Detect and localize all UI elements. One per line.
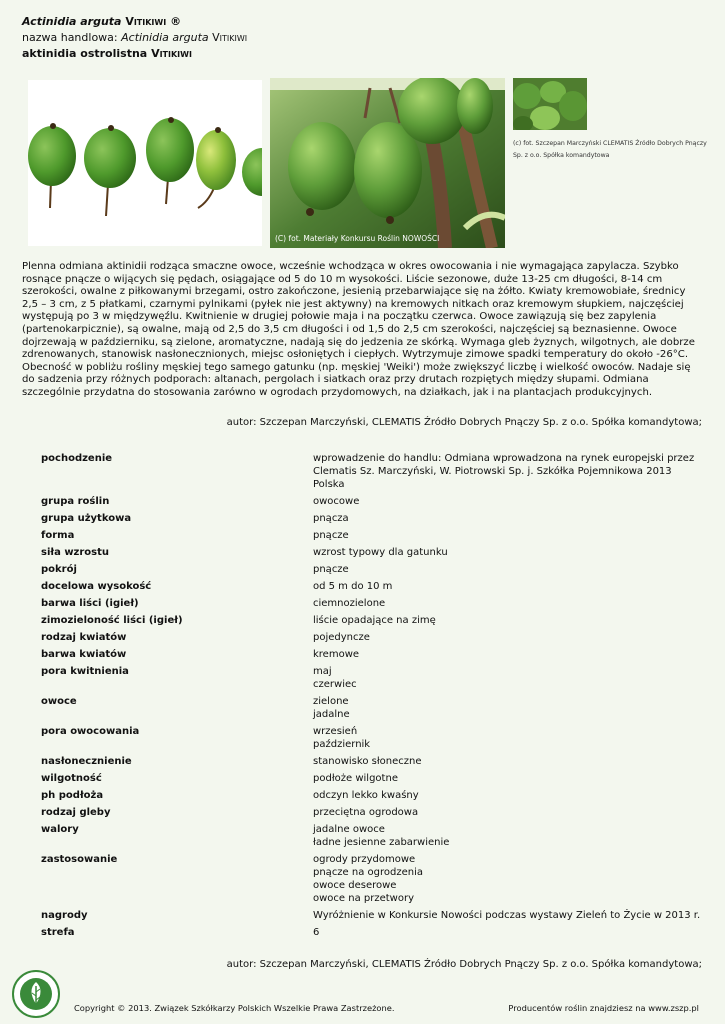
property-row: [41, 452, 706, 491]
property-value: wprowadzenie do handlu: Odmiana wprowadzona na rynek europejski przez Clematis Sz. Marczyński, W. Piotrowski Sp. j. Szkółka Pojemnikowa 2013: [313, 453, 695, 477]
property-row: [41, 772, 706, 785]
property-value: pnącze na ogrodzenia: [313, 867, 424, 878]
property-row: [41, 853, 706, 905]
property-value: pnącze: [313, 564, 349, 575]
property-value: wzrost typowy dla gatunku: [313, 547, 448, 558]
property-value: ładne jesienne zabarwienie: [313, 837, 450, 848]
property-row: [41, 512, 706, 525]
property-value: pnącza: [313, 513, 349, 524]
property-label: ph podłoża: [41, 790, 104, 801]
fruit-2: [84, 125, 136, 216]
property-label: docelowa wysokość: [41, 581, 152, 592]
property-value: przeciętna ogrodowa: [313, 807, 419, 818]
property-label: barwa liści (igieł): [41, 598, 139, 609]
property-values: [313, 853, 706, 905]
property-values: [313, 648, 706, 661]
property-value: maj: [313, 666, 332, 677]
property-label: barwa kwiatów: [41, 649, 127, 660]
property-value: ogrody przydomowe: [313, 854, 416, 865]
property-row: [41, 806, 706, 819]
property-value: Wyróżnienie w Konkursie Nowości podczas wystawy Zieleń to Życie w 2013 r.: [313, 910, 701, 921]
property-value: październik: [313, 739, 371, 750]
trade-cultivar: Vitikiwi: [212, 31, 248, 44]
property-row: [41, 695, 706, 721]
property-value: pojedyncze: [313, 632, 370, 643]
trade-name-prefix: nazwa handlowa:: [22, 31, 122, 44]
property-row: [41, 909, 706, 922]
property-value: zielone: [313, 696, 349, 707]
producers-link[interactable]: Producentów roślin znajdziesz na www.zszp.pl: [508, 1003, 699, 1013]
property-values: [313, 823, 706, 849]
property-value: pnącze: [313, 530, 349, 541]
property-value: stanowisko słoneczne: [313, 756, 422, 767]
property-values: [313, 695, 706, 721]
property-label: wilgotność: [41, 773, 102, 784]
property-values: [313, 597, 706, 610]
property-values: [313, 909, 706, 922]
author-credit-bottom: autor: Szczepan Marczyński, CLEMATIS Źródło Dobrych Pnączy Sp. z o.o. Spółka komandytowa;: [226, 959, 702, 970]
property-label: pora kwitnienia: [41, 666, 129, 677]
property-label: rodzaj gleby: [41, 807, 111, 818]
property-value: jadalne owoce: [313, 824, 385, 835]
property-label: owoce: [41, 696, 77, 707]
property-values: [313, 546, 706, 559]
property-values: [313, 495, 706, 508]
property-row: [41, 597, 706, 610]
property-value: podłoże wilgotne: [313, 773, 398, 784]
trade-latin-name: Actinidia arguta: [121, 31, 209, 44]
property-label: walory: [41, 824, 79, 835]
property-row: [41, 789, 706, 802]
property-value: jadalne: [313, 709, 350, 720]
property-value: liście opadające na zimę: [313, 615, 436, 626]
property-value: owocowe: [313, 496, 360, 507]
property-row: [41, 648, 706, 661]
property-value: owoce na przetwory: [313, 893, 414, 904]
property-row: [41, 665, 706, 691]
trade-name-line: [22, 30, 247, 46]
property-label: grupa roślin: [41, 496, 110, 507]
property-values: [313, 512, 706, 525]
property-value: 6: [313, 927, 320, 938]
photo-fruits-row: [28, 80, 262, 246]
properties-table: [41, 452, 706, 943]
property-label: pokrój: [41, 564, 77, 575]
registered-mark: ®: [170, 15, 182, 28]
photo-fruits-on-vine: [270, 78, 505, 248]
copyright: Copyright © 2013. Związek Szkółkarzy Polskich Wszelkie Prawa Zastrzeżone.: [74, 1003, 395, 1013]
footer: [0, 996, 725, 1024]
fruit-4: [196, 127, 236, 208]
property-values: [313, 755, 706, 768]
property-row: [41, 725, 706, 751]
property-value: wrzesień: [313, 726, 358, 737]
property-row: [41, 546, 706, 559]
property-label: pochodzenie: [41, 453, 113, 464]
polish-cultivar: Vitikiwi: [151, 47, 192, 60]
polish-name: aktinidia ostrolistna: [22, 47, 148, 60]
property-value: owoce deserowe: [313, 880, 397, 891]
photo-thumbnail: [513, 78, 587, 130]
property-label: forma: [41, 530, 75, 541]
property-label: zastosowanie: [41, 854, 118, 865]
property-row: [41, 580, 706, 593]
property-row: [41, 614, 706, 627]
property-label: siła wzrostu: [41, 547, 110, 558]
author-credit-top: autor: Szczepan Marczyński, CLEMATIS Źródło Dobrych Pnączy Sp. z o.o. Spółka komandytowa;: [226, 417, 702, 428]
property-row: [41, 495, 706, 508]
property-values: [313, 529, 706, 542]
photo-credit-overlay: (C) fot. Materiały Konkursu Roślin NOWOŚCI: [275, 234, 440, 243]
property-values: [313, 772, 706, 785]
property-values: [313, 789, 706, 802]
property-value: ciemnozielone: [313, 598, 386, 609]
property-values: [313, 725, 706, 751]
property-values: [313, 563, 706, 576]
photo-credit: (c) fot. Szczepan Marczyński CLEMATIS Źródło Dobrych Pnączy Sp. z o.o. Spółka komandytowa: [513, 140, 707, 159]
property-label: zimozieloność liści (igieł): [41, 615, 183, 626]
property-value: od 5 m do 10 m: [313, 581, 393, 592]
property-row: [41, 529, 706, 542]
polish-name-line: [22, 46, 247, 62]
property-row: [41, 631, 706, 644]
property-label: grupa użytkowa: [41, 513, 132, 524]
property-label: rodzaj kwiatów: [41, 632, 127, 643]
zszp-logo: [12, 970, 60, 1018]
property-values: [313, 665, 706, 691]
property-value: odczyn lekko kwaśny: [313, 790, 419, 801]
property-values: [313, 631, 706, 644]
property-values: [313, 614, 706, 627]
fruit-5-partial: [242, 148, 262, 196]
description: Plenna odmiana aktinidii rodząca smaczne owoce, wcześnie wchodząca w okres owocowania i nie wymagająca zapylacza. Szybko rosnące pnącze o wijących się pędach, osiągające od 5 do 10 m wysokości. Liście sezonowe, duże 13-25 cm długości, 8-14 cm szerokości, owalne z piłkowanymi brzegami, ostro zakończone, jesienią przebarwiające się na żółto. Kwiaty kremowobiałe, średnicy 2,5 – 3 cm, z 5 płatkami, czarnymi pylnikami (pyłek nie jest aktywny) na kremowych nitkach oraz kremowym słupkiem, najczęściej występują po 3 w międzywęźlu. Kwitnienie w drugiej połowie maja i na początku czerwca. Owoce zawiązują się bez zapylenia (partenokarpicznie), są owalne, mają od 2,5 do 3,5 cm długości i od 1,5 do 2,5 cm szerokości, najczęściej są beznasienne. Owoce dojrzewają w październiku, są zielone, aromatyczne, nadają się do jedzenia ze skórką. Wymaga gleb żyznych, wilgotnych, ale dobrze zdrenowanych, stanowisk nasłonecznionych, miejsc osłoniętych i ciepłych. Wytrzymuje zimowe spadki temperatury do około -26°C. Obecność w pobliżu rośliny męskiej tego samego gatunku (np. męskiej 'Weiki') może zwiększyć liczbę i wielkość owoców. Nadaje się do sadzenia przy różnych podporach: altanach, pergolach i siatkach oraz przy drutach rozpiętych między słupami. Odmiana szczególnie przydatna do stosowania zarówno w ogrodach przydomowych, na działkach, jak i na plantacjach produkcyjnych.: [22, 261, 695, 398]
property-value: kremowe: [313, 649, 360, 660]
fruit-3: [146, 117, 194, 204]
property-values: [313, 926, 706, 939]
property-row: [41, 823, 706, 849]
fruit-1: [28, 123, 76, 208]
property-value: Polska: [313, 479, 345, 490]
property-values: [313, 806, 706, 819]
page-header: [22, 14, 247, 62]
property-values: [313, 452, 706, 491]
property-values: [313, 580, 706, 593]
latin-name: Actinidia arguta: [22, 15, 122, 28]
property-row: [41, 563, 706, 576]
latin-name-line: [22, 14, 247, 30]
property-label: pora owocowania: [41, 726, 140, 737]
cultivar-name: Vitikiwi: [125, 15, 167, 28]
property-label: strefa: [41, 927, 75, 938]
property-value: czerwiec: [313, 679, 357, 690]
property-row: [41, 926, 706, 939]
property-label: nasłonecznienie: [41, 756, 132, 767]
property-row: [41, 755, 706, 768]
property-label: nagrody: [41, 910, 88, 921]
